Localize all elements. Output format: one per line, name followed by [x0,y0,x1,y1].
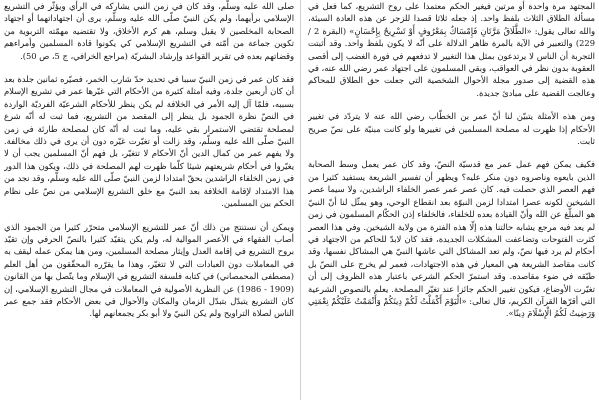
right-text-column [308,0,595,400]
right-paragraph-1: المجتهد مرة واحدة أو مرتين فيغير الحكم معتمدا على روح التشريع، كما فعل في مسألة الطلاق الثلاث بلفظ واحد. إذ جعله ثلاثا قصدا للزجر عن هذه العادة السيئة، والله تعالى يقول: «الطَّلَاقُ مَرَّتَانِ فَإِمْسَاكٌ بِمَعْرُوفٍ أَوْ تَسْرِيحٌ بِإِحْسَانٍ» (البقرة 2 / 229) والتعبير في الآية بالمرة ظاهر الدلالة على أنّه لا يكون بلفظ واحد. وقد أثبتت التجربة أن الناس لا يرتدعون بمثل هذا التغيير لا تدفعهم في فورة الغضب إلى أقصى العقوبة بدون نظر في العواقب، وبقي المسلمون على اجتهاد عمر رضي الله عنه، في هذه القضية إلى صدور مجلة الأحوال الشخصية التي جعلت حق الطلاق للمحاكم وعالجت القضية على مبادئ جديدة. [308,1,595,98]
left-paragraph-2: فقد كان عمر في زمن النبيّ سببا في تحديد حدّ شارب الخمر، فصيّره ثمانين جلدة بعد أن كان أربعين جلدة، وفيه أمثلة كثيرة من الأحكام التي غيّرها عمر في تشريع الإسلام بسببه، فلمّا آل إليه الأمر في الخلافة لم يكن ينظر للأحكام الشرعيّة الفرديّة الواردة في النصّ نظرة الجمود بل ينظر إلى المقصد من التشريع، فما ثبت له أنّه شرع لمصلحة تقتضي الاستمرار بقي عليه، وما ثبت له أنّه كان لمصلحة طارئة في زمن النبيّ صلّى الله عليه وسلّم، وقد زالت أو تغيّرت غيّره دون أن يرى في ذلك مخالفة. ولا يفهم عمر من كمال الدين أنّ الأحكام لا تتغيّر، بل فهم أنّ المسلمين يجب أن لا يغيّروا في أحكام شريعتهم شيئا كلّما ظهرت لهم المصلحة في ذلك، ويكون هذا الدور في زمن الخلفاء الراشدين بحقّ امتدادا لزمن النبيّ صلّى الله عليه وسلّم، وقد نجد من هذا الامتداد لإقامة الخلافة بعد النبيّ مع خلق التشريع الإسلامي من نصّ على نظام الحكم بين المسلمين. [4,74,294,209]
left-paragraph-3: ويمكن أن نستنتج من ذلك أنّ عمر للتشريع الإسلامي متحرّر كثيرا من الجمود الذي أصاب الفقهاء في الأعصر الموالية له، ولم يكن يتقيّد كثيرا بالنصّ الحرفي وإن تقيّد بروح التشريع في إقامة العدل وإيثار مصلحة المسلمين، ومن هنا يمكن عمله ليقف به في المعاملات دون العبادات التي لا تتغيّر، وهذا ما يقرّره المحقّقون من أهل العلم (مصطفى المحمصاني) في كتابه فلسفة التشريع في الإسلام وما يتّصل بها من القانون (1909 - 1986) عن النظرية الأصولية في المعاملات في مجال التشريع الإسلامي، إن كان التشريع يتبدّل بتبدّل الزمان والمكان والأحوال في بعض الأحكام فقد جمع عمر الناس لصلاة التراويح ولم يكن النبيّ ولا أبو بكر يجمعانهم لها. [4,221,294,319]
right-paragraph-3: فكيف يمكن فهم عمل عمر مع قدسيّة النصّ، وقد كان عمر يعمل وسط الصحابة الذين بايعوه وناصروه دون منكر عليه؟ ويظهر أن تفسير الشريعة يستفيد كثيرا من فهم العصر الذي حصلت فيه. كان عصر عمر عصر الخلفاء الراشدين، ولا سيما عصر الشيخين لكونه عصرا امتدادا لزمن النبوّة بعد انقطاع الوحي، وهو يمثّل لنا أنّ النبيّ هو المبلّغ عن الله وأنّ القيادة بعده للخلفاء، فالخلفاء إذن الحكّام المسلمون في زمن لم يعد فيه مرجع يشابه حالتنا هذه إلّا هذه الفترة من ولاية الشيخين. وفي هذا العصر كثرت الفتوحات وتضاعفت المشكلات الجديدة، فقد كان لابدّ للحاكم من الاجتهاد في أحكام لم يرد فيها نصّ، ولم تعد المشاكل التي عاشها النبيّ هي المشاكل نفسها، وقد كانت مقاصد الشريعة هي المعيار في هذه الاجتهادات، فعمر لم يخرج على النصّ بل طبّقه في ضوء مقاصده. وقد استمرّ الحكم الشرعي باعتبار هذه الظروف إلى أن تغيّرت الأوضاع، فيكون تغيير الحكم جائزا عند تغيّر المصلحة. يعلم بالنصوص الشرعية التي أقرّها القرآن الكريم، قال تعالى: «الْيَوْمَ أَكْمَلْتُ لَكُمْ دِينَكُمْ وَأَتْمَمْتُ عَلَيْكُمْ نِعْمَتِي وَرَضِيتُ لَكُمُ الْإِسْلَامَ دِينًا». [308,159,595,319]
column-divider [300,0,301,400]
left-paragraph-1: صلى الله عليه وسلّم، وقد كان في زمن النبي يشاركه في الرأي ويؤثّر في التشريع الإسلامي برأيهما، ولم يكن النبيّ صلّى الله عليه وسلّم، يرى أن اجتهاداتهما أو اجتهاد الصحابة المخلصين لا يقبل وسلم، هم كرم الأخلاق، ولا تقتضيه مهمّته التربوية من تكوين جماعة من أمّته في التشريع الإسلامي كي يكونوا قادة المسلمين وأمراءهم وقضاتهم بعده في تقرير القواعد وإرشاد البشريّة (مراجع الخرافي، ج 5، ص 50). [4,1,294,61]
left-text-column [4,0,294,400]
right-paragraph-2: ومن هذه الأمثلة يتبيّن لنا أنّ عمر بن الخطّاب رضي الله عنه لا يتردّد في تغيير الأحكام إذا ظهرت له مصلحة المسلمين في تغييرها ولو كانت مبنيّة على نصّ صريح ثابت. [308,111,595,147]
